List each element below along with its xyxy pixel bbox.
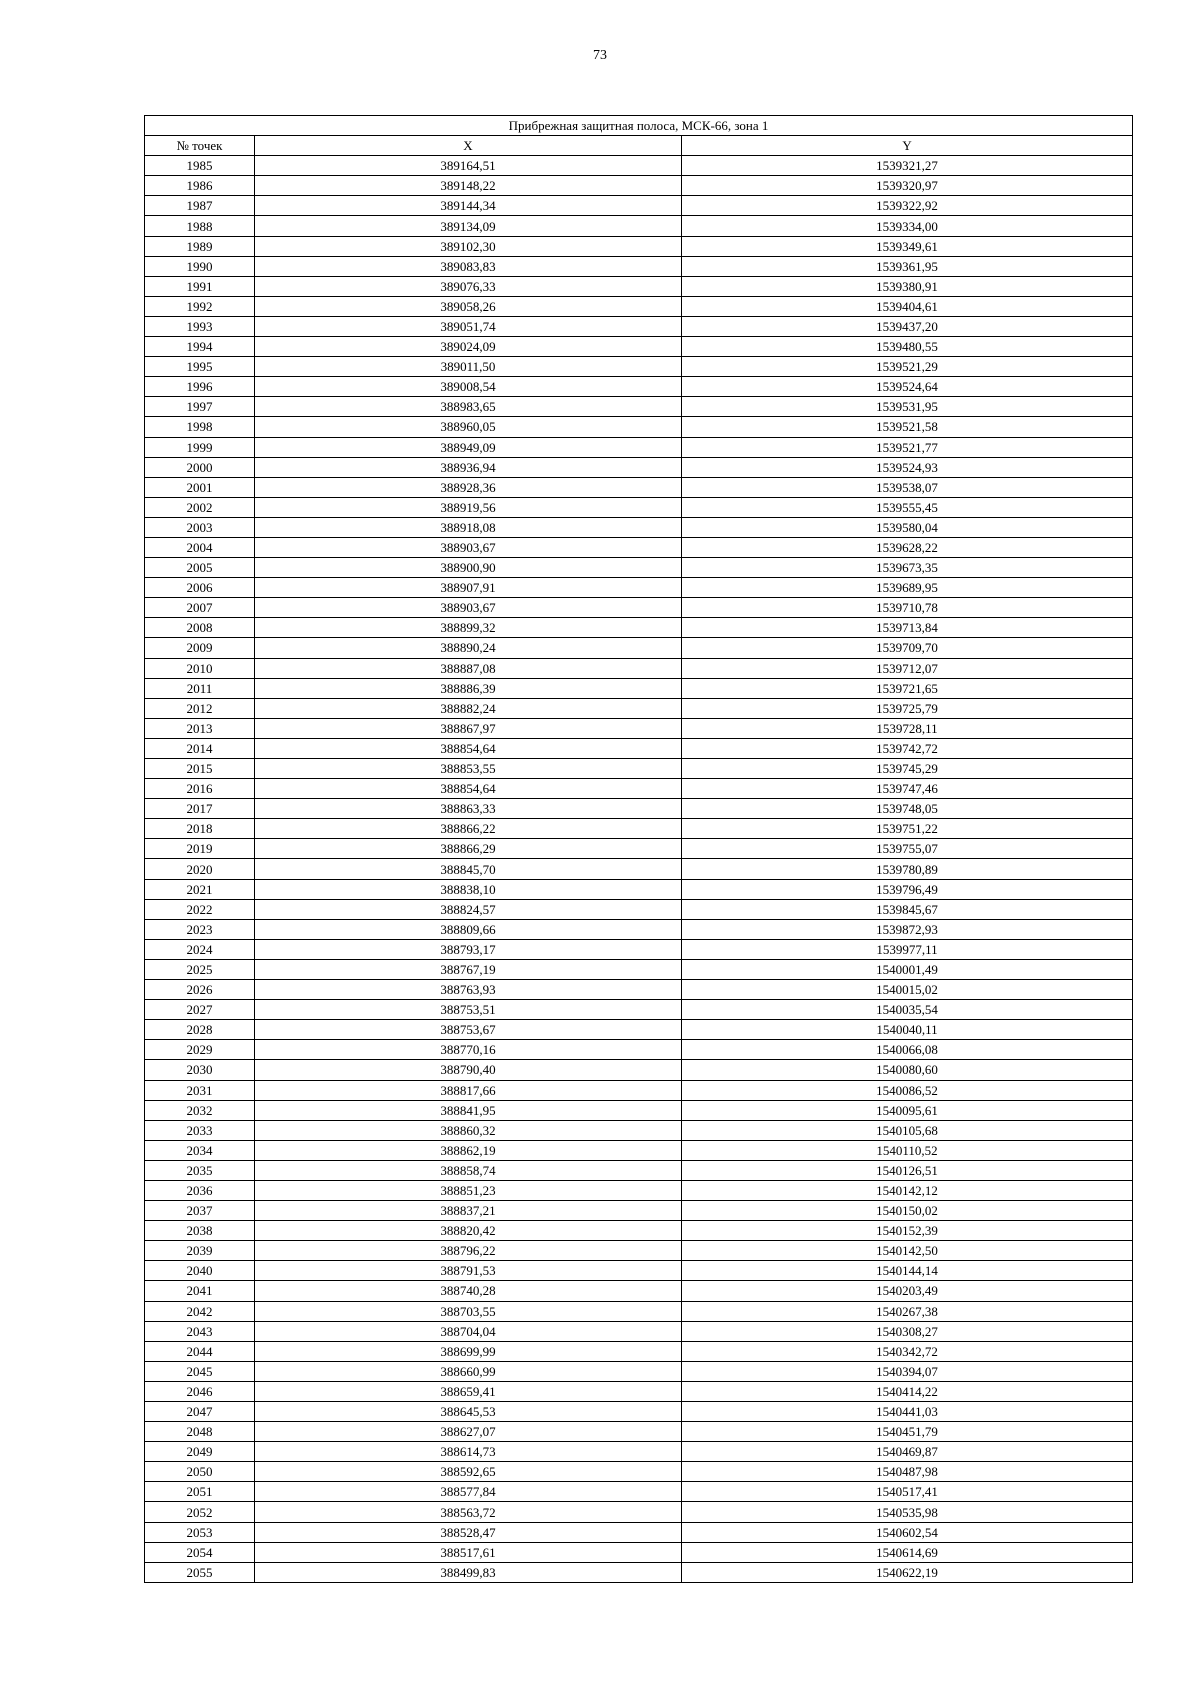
- table-row: [145, 1000, 1133, 1020]
- y-coordinate-cell: 1540487,98: [682, 1462, 1133, 1482]
- table-header-row: [145, 136, 1133, 156]
- x-coordinate-cell: 388851,23: [255, 1180, 682, 1200]
- point-number-cell: 2023: [145, 919, 255, 939]
- point-number-cell: 1989: [145, 236, 255, 256]
- y-coordinate-cell: 1540469,87: [682, 1442, 1133, 1462]
- table-row: [145, 1442, 1133, 1462]
- y-coordinate-cell: 1539872,93: [682, 919, 1133, 939]
- point-number-cell: 2008: [145, 618, 255, 638]
- x-coordinate-cell: 389011,50: [255, 357, 682, 377]
- table-row: [145, 638, 1133, 658]
- x-coordinate-cell: 388763,93: [255, 980, 682, 1000]
- table-row: [145, 537, 1133, 557]
- table-row: [145, 578, 1133, 598]
- point-number-cell: 2039: [145, 1241, 255, 1261]
- table-row: [145, 879, 1133, 899]
- point-number-cell: 2046: [145, 1381, 255, 1401]
- point-number-cell: 1998: [145, 417, 255, 437]
- point-number-cell: 2021: [145, 879, 255, 899]
- x-coordinate-cell: 388791,53: [255, 1261, 682, 1281]
- y-coordinate-cell: 1539361,95: [682, 256, 1133, 276]
- table-row: [145, 980, 1133, 1000]
- y-coordinate-cell: 1539712,07: [682, 658, 1133, 678]
- table-row: [145, 417, 1133, 437]
- y-coordinate-cell: 1539380,91: [682, 276, 1133, 296]
- y-coordinate-cell: 1540308,27: [682, 1321, 1133, 1341]
- x-coordinate-cell: 388882,24: [255, 698, 682, 718]
- y-coordinate-cell: 1539745,29: [682, 759, 1133, 779]
- point-number-cell: 2031: [145, 1080, 255, 1100]
- coordinates-table: [144, 115, 1133, 1583]
- point-number-cell: 2045: [145, 1361, 255, 1381]
- x-coordinate-cell: 388753,67: [255, 1020, 682, 1040]
- x-coordinate-cell: 388886,39: [255, 678, 682, 698]
- table-row: [145, 1522, 1133, 1542]
- point-number-cell: 2026: [145, 980, 255, 1000]
- x-coordinate-cell: 389148,22: [255, 176, 682, 196]
- point-number-cell: 2055: [145, 1562, 255, 1582]
- point-number-cell: 2015: [145, 759, 255, 779]
- point-number-cell: 1985: [145, 156, 255, 176]
- point-number-cell: 2014: [145, 738, 255, 758]
- y-coordinate-cell: 1540110,52: [682, 1140, 1133, 1160]
- header-point-number: № точек: [145, 136, 255, 156]
- x-coordinate-cell: 388866,22: [255, 819, 682, 839]
- y-coordinate-cell: 1540086,52: [682, 1080, 1133, 1100]
- table-row: [145, 859, 1133, 879]
- x-coordinate-cell: 388704,04: [255, 1321, 682, 1341]
- y-coordinate-cell: 1540414,22: [682, 1381, 1133, 1401]
- x-coordinate-cell: 388796,22: [255, 1241, 682, 1261]
- point-number-cell: 2019: [145, 839, 255, 859]
- point-number-cell: 2017: [145, 799, 255, 819]
- x-coordinate-cell: 388790,40: [255, 1060, 682, 1080]
- point-number-cell: 2012: [145, 698, 255, 718]
- y-coordinate-cell: 1539538,07: [682, 477, 1133, 497]
- y-coordinate-cell: 1540441,03: [682, 1402, 1133, 1422]
- table-row: [145, 1261, 1133, 1281]
- y-coordinate-cell: 1540066,08: [682, 1040, 1133, 1060]
- y-coordinate-cell: 1539521,58: [682, 417, 1133, 437]
- point-number-cell: 1995: [145, 357, 255, 377]
- point-number-cell: 1994: [145, 337, 255, 357]
- y-coordinate-cell: 1539977,11: [682, 939, 1133, 959]
- table-row: [145, 1040, 1133, 1060]
- y-coordinate-cell: 1540152,39: [682, 1221, 1133, 1241]
- point-number-cell: 2034: [145, 1140, 255, 1160]
- table-row: [145, 1542, 1133, 1562]
- y-coordinate-cell: 1540040,11: [682, 1020, 1133, 1040]
- point-number-cell: 2018: [145, 819, 255, 839]
- y-coordinate-cell: 1539673,35: [682, 558, 1133, 578]
- point-number-cell: 2041: [145, 1281, 255, 1301]
- x-coordinate-cell: 388592,65: [255, 1462, 682, 1482]
- y-coordinate-cell: 1539320,97: [682, 176, 1133, 196]
- y-coordinate-cell: 1539349,61: [682, 236, 1133, 256]
- x-coordinate-cell: 388528,47: [255, 1522, 682, 1542]
- point-number-cell: 2025: [145, 959, 255, 979]
- x-coordinate-cell: 388854,64: [255, 738, 682, 758]
- point-number-cell: 1988: [145, 216, 255, 236]
- x-coordinate-cell: 388866,29: [255, 839, 682, 859]
- table-row: [145, 1160, 1133, 1180]
- x-coordinate-cell: 388903,67: [255, 537, 682, 557]
- point-number-cell: 1987: [145, 196, 255, 216]
- point-number-cell: 2000: [145, 457, 255, 477]
- x-coordinate-cell: 389144,34: [255, 196, 682, 216]
- table-row: [145, 437, 1133, 457]
- x-coordinate-cell: 389134,09: [255, 216, 682, 236]
- x-coordinate-cell: 388517,61: [255, 1542, 682, 1562]
- x-coordinate-cell: 389102,30: [255, 236, 682, 256]
- table-row: [145, 1080, 1133, 1100]
- point-number-cell: 2027: [145, 1000, 255, 1020]
- table-row: [145, 1562, 1133, 1582]
- y-coordinate-cell: 1539728,11: [682, 718, 1133, 738]
- table-row: [145, 1482, 1133, 1502]
- x-coordinate-cell: 388699,99: [255, 1341, 682, 1361]
- point-number-cell: 2020: [145, 859, 255, 879]
- table-row: [145, 959, 1133, 979]
- x-coordinate-cell: 388887,08: [255, 658, 682, 678]
- y-coordinate-cell: 1540080,60: [682, 1060, 1133, 1080]
- table-row: [145, 598, 1133, 618]
- y-coordinate-cell: 1540535,98: [682, 1502, 1133, 1522]
- y-coordinate-cell: 1539713,84: [682, 618, 1133, 638]
- page-number: 73: [593, 48, 607, 63]
- x-coordinate-cell: 388854,64: [255, 779, 682, 799]
- point-number-cell: 2054: [145, 1542, 255, 1562]
- table-row: [145, 1020, 1133, 1040]
- x-coordinate-cell: 388903,67: [255, 598, 682, 618]
- table-row: [145, 618, 1133, 638]
- point-number-cell: 2036: [145, 1180, 255, 1200]
- y-coordinate-cell: 1539796,49: [682, 879, 1133, 899]
- y-coordinate-cell: 1539747,46: [682, 779, 1133, 799]
- y-coordinate-cell: 1540267,38: [682, 1301, 1133, 1321]
- y-coordinate-cell: 1540517,41: [682, 1482, 1133, 1502]
- table-row: [145, 1301, 1133, 1321]
- table-row: [145, 196, 1133, 216]
- point-number-cell: 2007: [145, 598, 255, 618]
- point-number-cell: 1990: [145, 256, 255, 276]
- table-row: [145, 799, 1133, 819]
- x-coordinate-cell: 388837,21: [255, 1201, 682, 1221]
- y-coordinate-cell: 1539755,07: [682, 839, 1133, 859]
- x-coordinate-cell: 388960,05: [255, 417, 682, 437]
- table-row: [145, 1341, 1133, 1361]
- x-coordinate-cell: 388809,66: [255, 919, 682, 939]
- point-number-cell: 2052: [145, 1502, 255, 1522]
- table-row: [145, 1402, 1133, 1422]
- y-coordinate-cell: 1539437,20: [682, 316, 1133, 336]
- y-coordinate-cell: 1539334,00: [682, 216, 1133, 236]
- x-coordinate-cell: 388899,32: [255, 618, 682, 638]
- point-number-cell: 2047: [145, 1402, 255, 1422]
- y-coordinate-cell: 1539524,93: [682, 457, 1133, 477]
- table-row: [145, 1060, 1133, 1080]
- y-coordinate-cell: 1539689,95: [682, 578, 1133, 598]
- table-row: [145, 397, 1133, 417]
- x-coordinate-cell: 388659,41: [255, 1381, 682, 1401]
- table-row: [145, 1281, 1133, 1301]
- point-number-cell: 2033: [145, 1120, 255, 1140]
- point-number-cell: 2002: [145, 497, 255, 517]
- point-number-cell: 2001: [145, 477, 255, 497]
- x-coordinate-cell: 389008,54: [255, 377, 682, 397]
- x-coordinate-cell: 388890,24: [255, 638, 682, 658]
- point-number-cell: 1993: [145, 316, 255, 336]
- table-title: Прибрежная защитная полоса, МСК-66, зона 1: [145, 116, 1133, 136]
- table-row: [145, 759, 1133, 779]
- table-row: [145, 256, 1133, 276]
- x-coordinate-cell: 388577,84: [255, 1482, 682, 1502]
- y-coordinate-cell: 1540142,12: [682, 1180, 1133, 1200]
- x-coordinate-cell: 388841,95: [255, 1100, 682, 1120]
- table-row: [145, 357, 1133, 377]
- table-row: [145, 919, 1133, 939]
- y-coordinate-cell: 1540001,49: [682, 959, 1133, 979]
- y-coordinate-cell: 1540602,54: [682, 1522, 1133, 1542]
- y-coordinate-cell: 1539709,70: [682, 638, 1133, 658]
- point-number-cell: 2004: [145, 537, 255, 557]
- x-coordinate-cell: 389024,09: [255, 337, 682, 357]
- y-coordinate-cell: 1540142,50: [682, 1241, 1133, 1261]
- table-row: [145, 1381, 1133, 1401]
- point-number-cell: 2009: [145, 638, 255, 658]
- y-coordinate-cell: 1539780,89: [682, 859, 1133, 879]
- x-coordinate-cell: 389051,74: [255, 316, 682, 336]
- x-coordinate-cell: 388853,55: [255, 759, 682, 779]
- point-number-cell: 2037: [145, 1201, 255, 1221]
- table-body: [145, 156, 1133, 1583]
- table-row: [145, 156, 1133, 176]
- x-coordinate-cell: 388936,94: [255, 457, 682, 477]
- y-coordinate-cell: 1539322,92: [682, 196, 1133, 216]
- point-number-cell: 2038: [145, 1221, 255, 1241]
- point-number-cell: 2051: [145, 1482, 255, 1502]
- table-row: [145, 1221, 1133, 1241]
- x-coordinate-cell: 388753,51: [255, 1000, 682, 1020]
- point-number-cell: 2043: [145, 1321, 255, 1341]
- x-coordinate-cell: 388949,09: [255, 437, 682, 457]
- point-number-cell: 2028: [145, 1020, 255, 1040]
- y-coordinate-cell: 1540105,68: [682, 1120, 1133, 1140]
- x-coordinate-cell: 388867,97: [255, 718, 682, 738]
- point-number-cell: 2042: [145, 1301, 255, 1321]
- x-coordinate-cell: 388817,66: [255, 1080, 682, 1100]
- x-coordinate-cell: 389058,26: [255, 296, 682, 316]
- table-row: [145, 819, 1133, 839]
- y-coordinate-cell: 1540203,49: [682, 1281, 1133, 1301]
- point-number-cell: 2006: [145, 578, 255, 598]
- y-coordinate-cell: 1539531,95: [682, 397, 1133, 417]
- point-number-cell: 2044: [145, 1341, 255, 1361]
- y-coordinate-cell: 1539845,67: [682, 899, 1133, 919]
- point-number-cell: 2022: [145, 899, 255, 919]
- point-number-cell: 2011: [145, 678, 255, 698]
- y-coordinate-cell: 1540150,02: [682, 1201, 1133, 1221]
- table-row: [145, 1422, 1133, 1442]
- table-row: [145, 337, 1133, 357]
- table-row: [145, 236, 1133, 256]
- y-coordinate-cell: 1540394,07: [682, 1361, 1133, 1381]
- table-row: [145, 296, 1133, 316]
- point-number-cell: 2013: [145, 718, 255, 738]
- table-row: [145, 457, 1133, 477]
- x-coordinate-cell: 388767,19: [255, 959, 682, 979]
- x-coordinate-cell: 388793,17: [255, 939, 682, 959]
- point-number-cell: 1986: [145, 176, 255, 196]
- x-coordinate-cell: 388824,57: [255, 899, 682, 919]
- x-coordinate-cell: 388845,70: [255, 859, 682, 879]
- y-coordinate-cell: 1539480,55: [682, 337, 1133, 357]
- y-coordinate-cell: 1539710,78: [682, 598, 1133, 618]
- x-coordinate-cell: 388703,55: [255, 1301, 682, 1321]
- table-row: [145, 1321, 1133, 1341]
- point-number-cell: 1999: [145, 437, 255, 457]
- table-row: [145, 1462, 1133, 1482]
- table-row: [145, 738, 1133, 758]
- point-number-cell: 2024: [145, 939, 255, 959]
- point-number-cell: 1992: [145, 296, 255, 316]
- point-number-cell: 2032: [145, 1100, 255, 1120]
- y-coordinate-cell: 1539725,79: [682, 698, 1133, 718]
- table-row: [145, 779, 1133, 799]
- y-coordinate-cell: 1539721,65: [682, 678, 1133, 698]
- table-row: [145, 276, 1133, 296]
- point-number-cell: 2005: [145, 558, 255, 578]
- table-title-row: [145, 116, 1133, 136]
- point-number-cell: 1997: [145, 397, 255, 417]
- y-coordinate-cell: 1539321,27: [682, 156, 1133, 176]
- point-number-cell: 2048: [145, 1422, 255, 1442]
- x-coordinate-cell: 388645,53: [255, 1402, 682, 1422]
- y-coordinate-cell: 1540451,79: [682, 1422, 1133, 1442]
- y-coordinate-cell: 1540622,19: [682, 1562, 1133, 1582]
- x-coordinate-cell: 388919,56: [255, 497, 682, 517]
- table-row: [145, 1361, 1133, 1381]
- table-row: [145, 839, 1133, 859]
- y-coordinate-cell: 1540035,54: [682, 1000, 1133, 1020]
- table-row: [145, 497, 1133, 517]
- y-coordinate-cell: 1540015,02: [682, 980, 1133, 1000]
- x-coordinate-cell: 388660,99: [255, 1361, 682, 1381]
- x-coordinate-cell: 388862,19: [255, 1140, 682, 1160]
- x-coordinate-cell: 389076,33: [255, 276, 682, 296]
- table-row: [145, 1100, 1133, 1120]
- y-coordinate-cell: 1539521,29: [682, 357, 1133, 377]
- x-coordinate-cell: 388627,07: [255, 1422, 682, 1442]
- table-row: [145, 558, 1133, 578]
- y-coordinate-cell: 1540144,14: [682, 1261, 1133, 1281]
- table-row: [145, 1140, 1133, 1160]
- x-coordinate-cell: 388858,74: [255, 1160, 682, 1180]
- table-row: [145, 477, 1133, 497]
- point-number-cell: 2035: [145, 1160, 255, 1180]
- table-row: [145, 216, 1133, 236]
- table-row: [145, 1201, 1133, 1221]
- point-number-cell: 1991: [145, 276, 255, 296]
- x-coordinate-cell: 388918,08: [255, 517, 682, 537]
- x-coordinate-cell: 388838,10: [255, 879, 682, 899]
- point-number-cell: 1996: [145, 377, 255, 397]
- y-coordinate-cell: 1539404,61: [682, 296, 1133, 316]
- y-coordinate-cell: 1539628,22: [682, 537, 1133, 557]
- header-x: X: [255, 136, 682, 156]
- x-coordinate-cell: 388820,42: [255, 1221, 682, 1241]
- table-row: [145, 176, 1133, 196]
- x-coordinate-cell: 389164,51: [255, 156, 682, 176]
- y-coordinate-cell: 1539748,05: [682, 799, 1133, 819]
- x-coordinate-cell: 388860,32: [255, 1120, 682, 1140]
- y-coordinate-cell: 1539524,64: [682, 377, 1133, 397]
- table-row: [145, 678, 1133, 698]
- point-number-cell: 2053: [145, 1522, 255, 1542]
- y-coordinate-cell: 1539751,22: [682, 819, 1133, 839]
- table-row: [145, 1180, 1133, 1200]
- table-row: [145, 939, 1133, 959]
- table-row: [145, 698, 1133, 718]
- x-coordinate-cell: 388614,73: [255, 1442, 682, 1462]
- y-coordinate-cell: 1540614,69: [682, 1542, 1133, 1562]
- y-coordinate-cell: 1539580,04: [682, 517, 1133, 537]
- x-coordinate-cell: 388928,36: [255, 477, 682, 497]
- point-number-cell: 2030: [145, 1060, 255, 1080]
- x-coordinate-cell: 388740,28: [255, 1281, 682, 1301]
- y-coordinate-cell: 1539742,72: [682, 738, 1133, 758]
- table-row: [145, 718, 1133, 738]
- x-coordinate-cell: 388983,65: [255, 397, 682, 417]
- point-number-cell: 2003: [145, 517, 255, 537]
- header-y: Y: [682, 136, 1133, 156]
- x-coordinate-cell: 388499,83: [255, 1562, 682, 1582]
- point-number-cell: 2049: [145, 1442, 255, 1462]
- table-row: [145, 316, 1133, 336]
- y-coordinate-cell: 1540342,72: [682, 1341, 1133, 1361]
- x-coordinate-cell: 388770,16: [255, 1040, 682, 1060]
- point-number-cell: 2040: [145, 1261, 255, 1281]
- y-coordinate-cell: 1539521,77: [682, 437, 1133, 457]
- point-number-cell: 2050: [145, 1462, 255, 1482]
- table-row: [145, 1120, 1133, 1140]
- table-row: [145, 658, 1133, 678]
- y-coordinate-cell: 1539555,45: [682, 497, 1133, 517]
- table-row: [145, 899, 1133, 919]
- table-row: [145, 1502, 1133, 1522]
- x-coordinate-cell: 388563,72: [255, 1502, 682, 1522]
- y-coordinate-cell: 1540095,61: [682, 1100, 1133, 1120]
- y-coordinate-cell: 1540126,51: [682, 1160, 1133, 1180]
- point-number-cell: 2016: [145, 779, 255, 799]
- point-number-cell: 2010: [145, 658, 255, 678]
- table-row: [145, 517, 1133, 537]
- table-row: [145, 377, 1133, 397]
- x-coordinate-cell: 388900,90: [255, 558, 682, 578]
- table-row: [145, 1241, 1133, 1261]
- x-coordinate-cell: 389083,83: [255, 256, 682, 276]
- x-coordinate-cell: 388907,91: [255, 578, 682, 598]
- x-coordinate-cell: 388863,33: [255, 799, 682, 819]
- point-number-cell: 2029: [145, 1040, 255, 1060]
